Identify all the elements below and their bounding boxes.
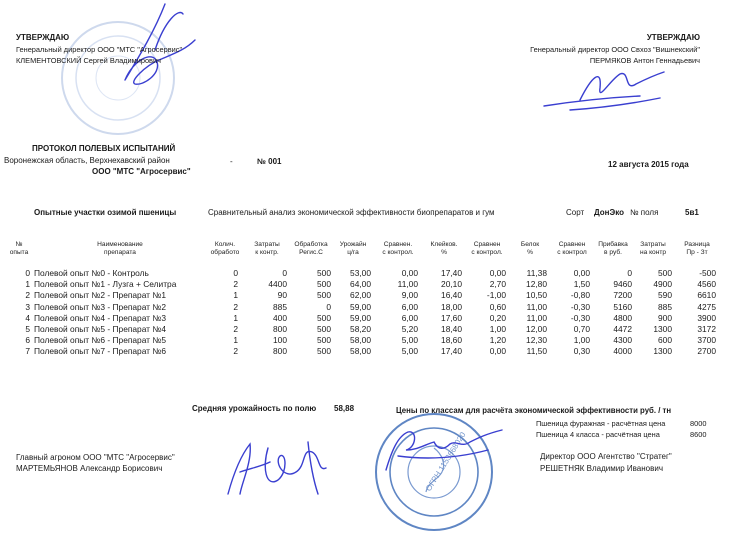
table-cell: 1 bbox=[233, 335, 238, 346]
table-cell: 12,30 bbox=[526, 335, 547, 346]
table-cell: 62,00 bbox=[350, 290, 371, 301]
table-cell: 4300 bbox=[613, 335, 632, 346]
table-cell: 0 bbox=[282, 268, 287, 278]
table-row bbox=[0, 346, 730, 357]
table-cell: 2 bbox=[233, 324, 238, 334]
table-cell: 58,00 bbox=[350, 335, 371, 346]
table-cell: 2,70 bbox=[489, 279, 506, 290]
table-cell: 53,00 bbox=[350, 268, 371, 278]
col-header: Прибавка в руб. bbox=[598, 241, 628, 256]
table-cell: 500 bbox=[317, 279, 331, 290]
table-cell: 9,00 bbox=[401, 290, 418, 301]
left-approval-title: УТВЕРЖДАЮ bbox=[16, 33, 70, 42]
protocol-dash: - bbox=[230, 157, 233, 166]
table-cell: 0 bbox=[25, 268, 30, 278]
table-cell: 500 bbox=[317, 335, 331, 346]
col-header: Затраты на контр bbox=[639, 241, 667, 256]
price2-label: Пшеница 4 класса - расчётная цена bbox=[536, 430, 660, 439]
table-cell: Полевой опыт №2 - Препарат №1 bbox=[34, 290, 166, 301]
table-cell: 2 bbox=[233, 279, 238, 290]
table-cell: 0 bbox=[233, 268, 238, 278]
protocol-number: № 001 bbox=[257, 157, 282, 166]
col-header: Белок % bbox=[520, 241, 540, 256]
plots-description: Сравнительный анализ экономической эффективности биопрепаратов и гум bbox=[208, 208, 495, 217]
table-cell: 12,00 bbox=[526, 324, 547, 334]
table-cell: 885 bbox=[273, 301, 287, 312]
table-cell: Полевой опыт №4 - Препарат №3 bbox=[34, 312, 166, 323]
table-cell: 2 bbox=[25, 290, 30, 301]
col-header: Затраты к контр. bbox=[254, 241, 280, 256]
table-cell: 1 bbox=[233, 312, 238, 323]
table-cell: 500 bbox=[317, 312, 331, 323]
table-cell: 59,00 bbox=[350, 312, 371, 323]
avg-yield-value: 58,88 bbox=[334, 404, 355, 413]
table-cell: Полевой опыт №7 - Препарат №6 bbox=[34, 346, 166, 357]
table-cell: 0,60 bbox=[489, 301, 506, 312]
table-cell: 500 bbox=[317, 268, 331, 278]
table-cell: 11,00 bbox=[397, 279, 418, 290]
table-cell: 18,60 bbox=[441, 335, 462, 346]
table-cell: 5160 bbox=[613, 301, 632, 312]
col-header: Сравнен с контрол bbox=[557, 241, 587, 256]
table-cell: 1,00 bbox=[573, 335, 590, 346]
table-cell: 64,00 bbox=[350, 279, 371, 290]
price1-value: 8000 bbox=[690, 419, 707, 428]
table-row bbox=[0, 279, 730, 290]
table-cell: 400 bbox=[273, 312, 287, 323]
signature-permyakov bbox=[540, 58, 670, 118]
table-cell: 5 bbox=[25, 324, 30, 334]
protocol-region: Воронежская область, Верхнехавский район bbox=[4, 156, 170, 165]
table-cell: 0,00 bbox=[401, 268, 418, 278]
table-cell: 10,50 bbox=[526, 290, 547, 301]
table-cell: 11,00 bbox=[526, 301, 547, 312]
table-cell: 20,10 bbox=[441, 279, 462, 290]
col-header: Сравнен с контрол. bbox=[471, 241, 503, 256]
field-value: 5в1 bbox=[685, 208, 699, 217]
table-cell: 1,20 bbox=[489, 335, 506, 346]
table-row bbox=[0, 268, 730, 279]
table-cell: 11,50 bbox=[526, 346, 547, 357]
table-cell: 0 bbox=[326, 301, 331, 312]
table-cell: 4472 bbox=[613, 324, 632, 334]
table-cell: 885 bbox=[658, 301, 672, 312]
chief-agronomist-name: МАРТЕМЬЯНОВ Александр Борисович bbox=[16, 464, 163, 473]
plots-label: Опытные участки озимой пшеницы bbox=[34, 208, 177, 217]
table-cell: 7200 bbox=[613, 290, 632, 301]
table-cell: 4000 bbox=[613, 346, 632, 357]
table-cell: 4560 bbox=[697, 279, 716, 290]
table-cell: 18,40 bbox=[441, 324, 462, 334]
sort-value: ДонЭко bbox=[594, 208, 624, 217]
table-cell: -500 bbox=[699, 268, 716, 278]
table-cell: -0,30 bbox=[570, 301, 590, 312]
price2-value: 8600 bbox=[690, 430, 707, 439]
table-cell: 7 bbox=[25, 346, 30, 357]
table-cell: 500 bbox=[317, 324, 331, 334]
table-cell: 0,00 bbox=[573, 268, 590, 278]
table-cell: 2 bbox=[233, 301, 238, 312]
table-cell: 17,40 bbox=[441, 268, 462, 278]
col-header: Разница Пр - Зт bbox=[684, 241, 710, 256]
right-approval-title: УТВЕРЖДАЮ bbox=[646, 33, 700, 42]
right-approval-position: Генеральный директор ООО Свхоз "Вишнекский" bbox=[530, 45, 700, 54]
sort-label: Сорт bbox=[566, 208, 585, 217]
table-cell: 11,38 bbox=[526, 268, 547, 278]
table-cell: 3 bbox=[25, 301, 30, 312]
table-cell: 9460 bbox=[613, 279, 632, 290]
table-cell: 4 bbox=[25, 312, 30, 323]
agency-director-name: РЕШЕТНЯК Владимир Иванович bbox=[540, 464, 664, 473]
left-approval-position: Генеральный директор ООО "МТС "Агросервис" bbox=[16, 45, 183, 54]
table-cell: 900 bbox=[658, 312, 672, 323]
protocol-org: ООО "МТС "Агросервис" bbox=[92, 167, 191, 176]
price1-label: Пшеница фуражная - расчётная цена bbox=[536, 419, 666, 428]
table-cell: 0,20 bbox=[489, 312, 506, 323]
table-cell: 3900 bbox=[697, 312, 716, 323]
chief-agronomist-position: Главный агроном ООО "МТС "Агросервис" bbox=[16, 453, 175, 462]
table-cell: 4400 bbox=[268, 279, 287, 290]
table-cell: Полевой опыт №5 - Препарат №4 bbox=[34, 324, 166, 334]
table-cell: Полевой опыт №6 - Препарат №5 bbox=[34, 335, 166, 346]
table-cell: -0,30 bbox=[570, 312, 590, 323]
table-cell: 18,00 bbox=[441, 301, 462, 312]
table-row bbox=[0, 302, 730, 313]
table-cell: 500 bbox=[658, 268, 672, 278]
signature-martemyanov bbox=[222, 432, 342, 502]
table-cell: 5,20 bbox=[401, 324, 418, 334]
table-cell: 600 bbox=[658, 335, 672, 346]
table-row bbox=[0, 313, 730, 324]
table-cell: 59,00 bbox=[350, 301, 371, 312]
table-cell: 800 bbox=[273, 346, 287, 357]
field-label: № поля bbox=[630, 208, 659, 217]
table-cell: 6 bbox=[25, 335, 30, 346]
table-cell: 0,70 bbox=[573, 324, 590, 334]
table-cell: 2700 bbox=[697, 346, 716, 357]
table-cell: 1300 bbox=[653, 324, 672, 334]
table-cell: 16,40 bbox=[441, 290, 462, 301]
table-cell: 4800 bbox=[613, 312, 632, 323]
avg-yield-label: Средняя урожайность по полю bbox=[192, 404, 317, 413]
left-approval-name: КЛЕМЕНТОВСКИЙ Сергей Владимирович bbox=[16, 56, 161, 65]
col-header: Клейков. % bbox=[430, 241, 458, 256]
table-cell: 800 bbox=[273, 324, 287, 334]
col-header: Колич. обработо bbox=[210, 241, 240, 256]
table-cell: 1,50 bbox=[573, 279, 590, 290]
table-cell: 11,00 bbox=[526, 312, 547, 323]
table-cell: 0,30 bbox=[573, 346, 590, 357]
stamp-ogrn-text: ОГРН 1153668020 bbox=[424, 430, 468, 493]
protocol-date: 12 августа 2015 года bbox=[608, 160, 689, 169]
protocol-title: ПРОТОКОЛ ПОЛЕВЫХ ИСПЫТАНИЙ bbox=[32, 144, 176, 153]
table-cell: 100 bbox=[273, 335, 287, 346]
col-header: Наименование препарата bbox=[97, 241, 143, 256]
table-cell: 90 bbox=[277, 290, 287, 301]
table-cell: 17,40 bbox=[441, 346, 462, 357]
table-cell: Полевой опыт №0 - Контроль bbox=[34, 268, 149, 278]
table-cell: 1 bbox=[233, 290, 238, 301]
table-cell: 0 bbox=[627, 268, 632, 278]
table-cell: 4275 bbox=[697, 301, 716, 312]
table-cell: 5,00 bbox=[401, 335, 418, 346]
table-cell: 6,00 bbox=[401, 312, 418, 323]
col-header: № опыта bbox=[9, 241, 29, 256]
col-header: Сравнен. с контрол. bbox=[382, 241, 414, 256]
table-cell: 0,00 bbox=[489, 268, 506, 278]
agency-director-position: Директор ООО Агентство "Стратег" bbox=[540, 452, 672, 461]
table-cell: -0,80 bbox=[570, 290, 590, 301]
table-cell: 2 bbox=[233, 346, 238, 357]
col-header: Обработка Регис.С bbox=[294, 241, 328, 256]
table-cell: 3700 bbox=[697, 335, 716, 346]
col-header: Урожайн ц/га bbox=[339, 241, 367, 256]
table-cell: 4900 bbox=[653, 279, 672, 290]
table-cell: 1,00 bbox=[489, 324, 506, 334]
table-cell: 5,00 bbox=[401, 346, 418, 357]
table-cell: Полевой опыт №1 - Лузга + Селитра bbox=[34, 279, 177, 290]
table-cell: 1300 bbox=[653, 346, 672, 357]
table-cell: -1,00 bbox=[486, 290, 506, 301]
table-row bbox=[0, 324, 730, 335]
table-cell: 6610 bbox=[697, 290, 716, 301]
table-row bbox=[0, 290, 730, 301]
table-cell: 500 bbox=[317, 346, 331, 357]
prices-title: Цены по классам для расчёта экономической эффективности руб. / тн bbox=[396, 406, 672, 415]
table-cell: 0,00 bbox=[489, 346, 506, 357]
stamp-left-faint bbox=[58, 18, 178, 138]
table-cell: 500 bbox=[317, 290, 331, 301]
table-cell: 12,80 bbox=[526, 279, 547, 290]
table-cell: Полевой опыт №3 - Препарат №2 bbox=[34, 301, 166, 312]
table-cell: 590 bbox=[658, 290, 672, 301]
table-cell: 17,60 bbox=[441, 312, 462, 323]
table-cell: 3172 bbox=[697, 324, 716, 334]
right-approval-name: ПЕРМЯКОВ Антон Геннадьевич bbox=[589, 56, 700, 65]
table-cell: 58,00 bbox=[350, 346, 371, 357]
table-cell: 6,00 bbox=[401, 301, 418, 312]
table-cell: 1 bbox=[25, 279, 30, 290]
table-cell: 58,20 bbox=[350, 324, 371, 334]
table-row bbox=[0, 335, 730, 346]
